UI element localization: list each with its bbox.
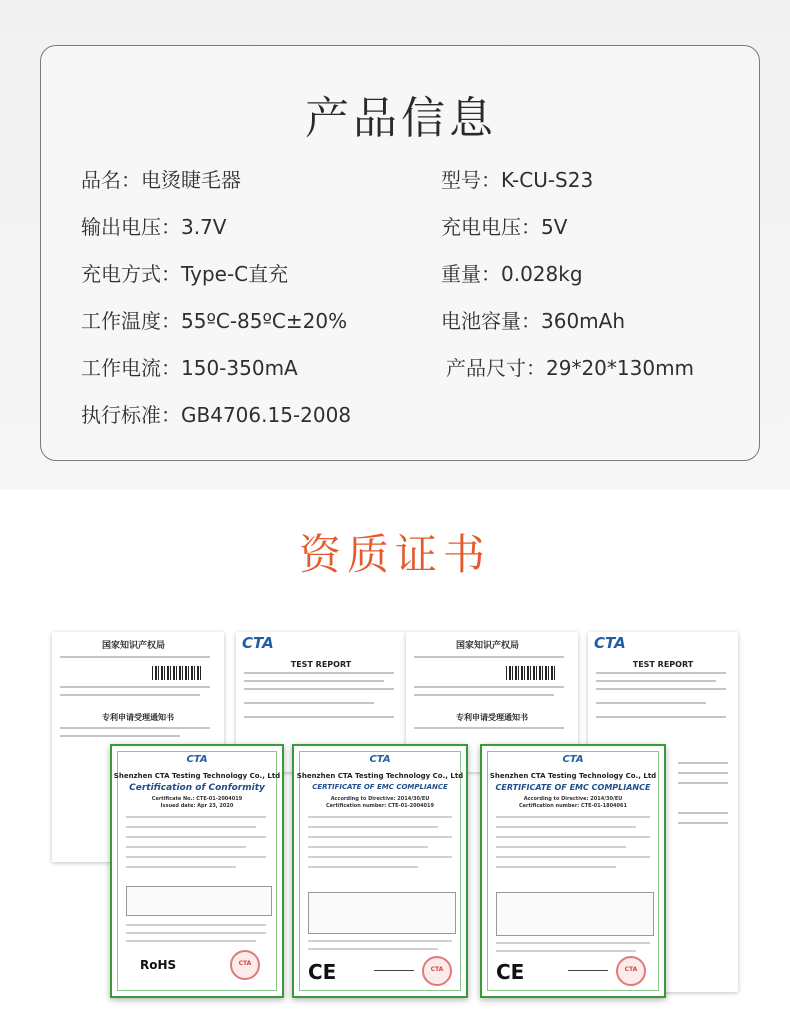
doc-subtitle: 专利申请受理通知书 — [456, 713, 528, 722]
certificate-directive: According to Directive: 2014/30/EU — [523, 796, 623, 802]
doc-text-line — [678, 782, 728, 784]
cta-logo: CTA — [186, 754, 208, 765]
doc-text-line — [678, 772, 728, 774]
spec-label: 输出电压： — [81, 215, 181, 239]
certificate-table — [496, 892, 654, 936]
cta-stamp-icon — [230, 950, 260, 980]
certificate-heading: CERTIFICATE OF EMC COMPLIANCE — [495, 783, 651, 792]
doc-text-line — [596, 688, 726, 690]
doc-text-line — [244, 672, 394, 674]
certificate-text-line — [308, 856, 452, 858]
certificate-date: Issued date: Apr 23, 2020 — [160, 803, 234, 809]
product-info-card — [40, 45, 760, 461]
certificate-text-line — [496, 950, 636, 952]
spec-value: GB4706.15-2008 — [181, 403, 352, 427]
certificate-text-line — [126, 816, 266, 818]
stamp-text: CTA — [238, 960, 252, 967]
certificate-number: Certification number: CTE-01-2004019 — [326, 803, 434, 809]
doc-text-line — [596, 680, 716, 682]
certificates-title: 资质证书 — [298, 530, 491, 579]
spec-value: Type-C直充 — [181, 262, 289, 286]
certificate-text-line — [496, 856, 650, 858]
spec-label: 工作电流： — [81, 356, 181, 380]
certificate-text-line — [496, 942, 650, 944]
spec-label: 重量： — [441, 262, 501, 286]
cta-logo: CTA — [562, 754, 584, 765]
certificate-heading: Certification of Conformity — [129, 783, 265, 793]
certificate-text-line — [126, 924, 266, 926]
certificate-text-line — [308, 846, 428, 848]
spec-label: 工作温度： — [81, 309, 181, 333]
spec-charge-method — [81, 258, 288, 287]
spec-weight — [441, 258, 583, 287]
spec-value: K-CU-S23 — [501, 168, 594, 192]
signature-line — [568, 970, 608, 971]
stamp-text: CTA — [624, 966, 638, 973]
doc-brand: CTA — [594, 634, 626, 652]
spec-label: 充电方式： — [81, 262, 181, 286]
spec-value: 55ºC-85ºC±20% — [181, 309, 348, 333]
doc-text-line — [414, 727, 564, 729]
doc-subtitle: TEST REPORT — [290, 660, 352, 669]
doc-text-line — [414, 686, 564, 688]
doc-text-line — [60, 656, 210, 658]
certificate-directive: According to Directive: 2014/30/EU — [330, 796, 430, 802]
doc-text-line — [60, 694, 200, 696]
spec-value: 电烫睫毛器 — [141, 168, 241, 192]
doc-text-line — [60, 686, 210, 688]
doc-text-line — [678, 762, 728, 764]
spec-model — [441, 164, 593, 193]
certificate-text-line — [308, 816, 452, 818]
certificate-text-line — [126, 836, 266, 838]
cta-logo: CTA — [369, 754, 391, 765]
doc-header: 国家知识产权局 — [102, 641, 166, 651]
spec-charge-voltage — [441, 211, 567, 240]
certificate-text-line — [126, 940, 256, 942]
certificate-text-line — [126, 866, 236, 868]
certificate-text-line — [126, 826, 256, 828]
certificate-text-line — [126, 932, 266, 934]
certificate-text-line — [126, 856, 266, 858]
spec-product-size — [446, 352, 694, 381]
certificate-number: Certification number: CTE-01-1804061 — [519, 803, 627, 809]
doc-text-line — [678, 812, 728, 814]
barcode-icon — [506, 666, 556, 680]
spec-label: 产品尺寸： — [446, 356, 546, 380]
ce-mark-icon: CE — [308, 960, 337, 984]
certificate-table — [126, 886, 272, 916]
doc-text-line — [60, 727, 210, 729]
spec-value: 150-350mA — [181, 356, 298, 380]
doc-text-line — [244, 688, 394, 690]
doc-subtitle: 专利申请受理通知书 — [102, 713, 174, 722]
spec-label: 执行标准： — [81, 403, 181, 427]
certificate-text-line — [308, 836, 452, 838]
spec-label: 品名： — [81, 168, 141, 192]
cta-stamp-icon — [422, 956, 452, 986]
spec-working-temperature — [81, 305, 347, 334]
stamp-text: CTA — [430, 966, 444, 973]
doc-text-line — [596, 716, 726, 718]
spec-value: 29*20*130mm — [546, 356, 695, 380]
certificate-text-line — [308, 940, 452, 942]
signature-line — [374, 970, 414, 971]
doc-text-line — [60, 735, 180, 737]
rohs-certificate — [110, 744, 284, 998]
doc-text-line — [244, 702, 374, 704]
emc-certificate — [480, 744, 666, 998]
cta-stamp-icon — [616, 956, 646, 986]
certificate-text-line — [308, 826, 438, 828]
doc-brand: CTA — [242, 634, 274, 652]
doc-text-line — [596, 672, 726, 674]
certificate-company: Shenzhen CTA Testing Technology Co., Ltd — [296, 772, 464, 780]
spec-battery-capacity — [441, 305, 625, 334]
certificate-table — [308, 892, 456, 934]
certificate-company: Shenzhen CTA Testing Technology Co., Ltd — [489, 772, 657, 780]
doc-text-line — [244, 716, 394, 718]
certificate-number: Certificate No.: CTE-01-2004019 — [151, 796, 243, 802]
doc-text-line — [414, 694, 554, 696]
spec-output-voltage — [81, 211, 227, 240]
spec-value: 0.028kg — [501, 262, 583, 286]
doc-text-line — [244, 680, 384, 682]
certificate-text-line — [496, 866, 616, 868]
rohs-mark-icon: RoHS — [140, 958, 177, 972]
emc-certificate — [292, 744, 468, 998]
spec-label: 电池容量： — [441, 309, 541, 333]
doc-text-line — [414, 656, 564, 658]
certificate-company: Shenzhen CTA Testing Technology Co., Ltd — [113, 772, 281, 780]
certificate-text-line — [496, 846, 626, 848]
spec-label: 充电电压： — [441, 215, 541, 239]
certificate-text-line — [496, 826, 636, 828]
doc-subtitle: TEST REPORT — [632, 660, 694, 669]
certificate-heading: CERTIFICATE OF EMC COMPLIANCE — [312, 783, 448, 791]
certificate-text-line — [308, 866, 418, 868]
spec-standard — [81, 399, 351, 428]
certificate-text-line — [308, 948, 438, 950]
barcode-icon — [152, 666, 202, 680]
certificate-text-line — [496, 816, 650, 818]
certificate-text-line — [126, 846, 246, 848]
doc-header: 国家知识产权局 — [456, 641, 520, 651]
product-info-title: 产品信息 — [305, 93, 497, 144]
doc-text-line — [596, 702, 706, 704]
spec-value: 5V — [541, 215, 568, 239]
doc-text-line — [678, 822, 728, 824]
spec-value: 3.7V — [181, 215, 227, 239]
spec-working-current — [81, 352, 298, 381]
certificate-text-line — [496, 836, 650, 838]
spec-product-name — [81, 164, 241, 193]
spec-label: 型号： — [441, 168, 501, 192]
spec-value: 360mAh — [541, 309, 626, 333]
ce-mark-icon: CE — [496, 960, 525, 984]
